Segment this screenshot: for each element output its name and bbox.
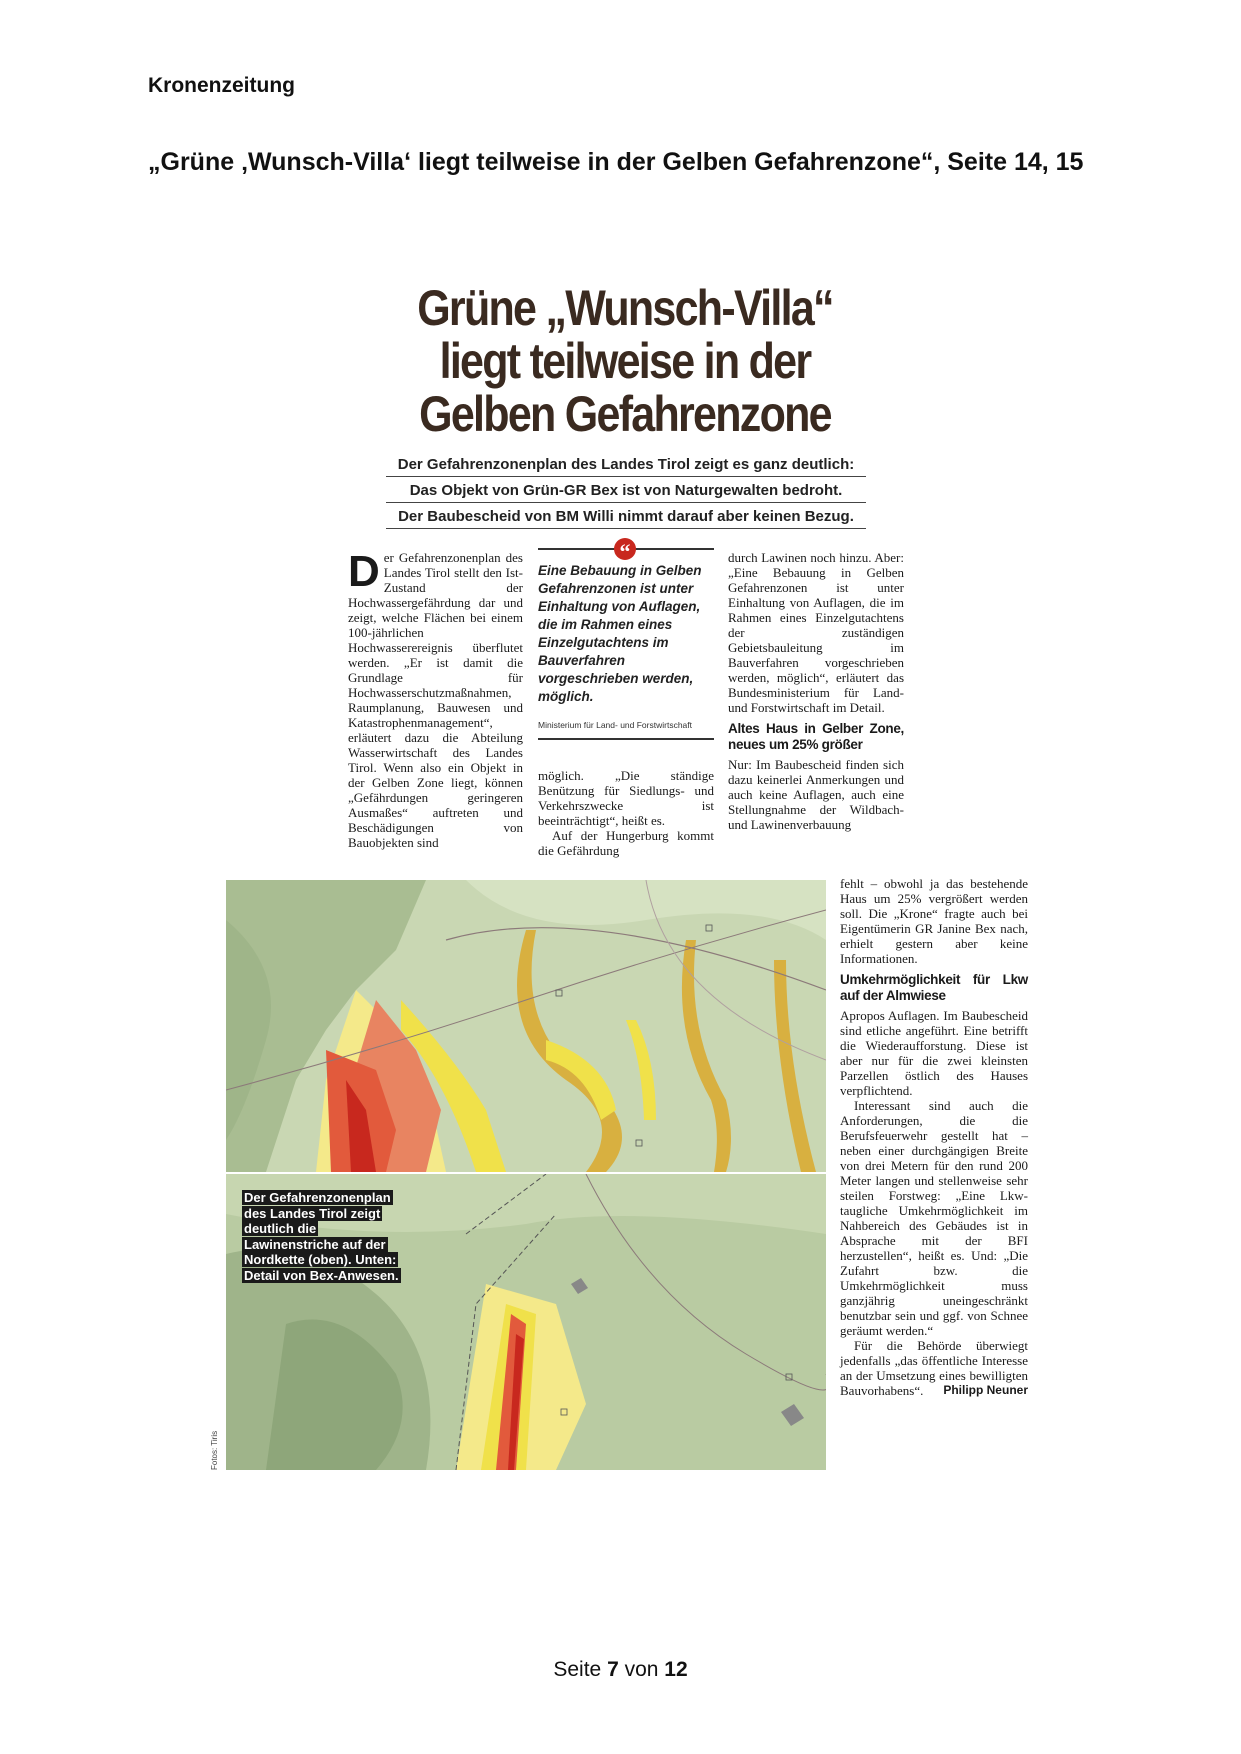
- article-column-4-text-2: Apropos Auflagen. Im Baubescheid sind etliche angeführt. Eine betrifft die Wiederaufforstung. Diese ist aber nur für die zwei kleinsten Parzellen östlich des Hauses verpflichtend.: [840, 1008, 1028, 1098]
- article-subhead-2: Umkehrmöglichkeit für Lkw auf der Almwiese: [840, 972, 1028, 1003]
- pull-quote-source: Ministerium für Land- und Forstwirtschaft: [538, 720, 692, 730]
- byline: Philipp Neuner: [943, 1383, 1028, 1397]
- article-column-2: [538, 768, 714, 858]
- article-column-4-text-1: fehlt – obwohl ja das bestehende Haus um 25% vergrößert werden soll. Die „Krone“ fragte auch bei Eigentümerin GR Janine Bex nach, erhielt gestern aber keine Informationen.: [840, 876, 1028, 966]
- article-subhead-1: Altes Haus in Gelber Zone, neues um 25% größer: [728, 721, 904, 752]
- article-column-3-text-1: durch Lawinen noch hinzu. Aber: „Eine Bebauung in Gelben Gefahrenzonen ist unter Einhaltung von Auflagen, die im Rahmen eines Einzelgutachtens der zuständigen Gebietsbauleitung im Bauverfahren vorgeschrieben werden, möglich“, erläutert das Bundesministerium für Land- und Forstwirtschaft im Detail.: [728, 550, 904, 715]
- article-column-3: [728, 550, 904, 832]
- pull-quote-text: Eine Bebauung in Gelben Gefahrenzonen ist unter Einhaltung von Auflagen, die im Rahmen eines Einzelgutachtens im Bauverfahren vorgeschrieben werden, möglich.: [538, 563, 702, 704]
- quote-icon: “: [614, 538, 636, 560]
- source-name: Kronenzeitung: [148, 74, 295, 97]
- article-column-3-text-2: Nur: Im Baubescheid finden sich dazu keinerlei Anmerkungen und auch keine Auflagen, auch eine Stellungnahme der Wildbach- und Lawinenverbauung: [728, 757, 904, 832]
- page-number: Seite 7 von 12: [553, 1658, 688, 1681]
- article-column-1-text: er Gefahrenzonenplan des Landes Tirol stellt den Ist-Zustand der Hochwassergefährdung dar und zeigt, welche Flächen bei einem 100-jährlichen Hochwasserereignis überflutet werden. „Er ist damit die Grundlage für Hochwasserschutzmaßnahmen, Raumplanung, Bauwesen und Katastrophenmanagement“, erläutert dazu die Abteilung Wasserwirtschaft des Landes Tirol. Wenn also ein Objekt in der Gelben Zone liegt, können „Gefährdungen geringeren Ausmaßes“ auftreten und Beschädigungen von Bauobjekten sind: [348, 550, 523, 850]
- article-dropcap: D: [348, 547, 380, 596]
- hazard-map-top: [226, 880, 826, 1172]
- article-column-4-text-3: Interessant sind auch die Anforderungen, die die Berufsfeuerwehr gestellt hat – neben einer durchgängigen Breite von drei Metern für den rund 200 Meter langen und stellenweise sehr steilen Forstweg: „Eine Lkw-taugliche Umkehrmöglichkeit im Nahbereich des Gebäudes ist in Absprache mit der BFI herzustellen“, heißt es. Und: „Die Zufahrt bzw. die Umkehrmöglichkeit muss ganzjährig uneingeschränkt benutzbar sein und ggf. von Schnee geräumt werden.“: [840, 1098, 1028, 1338]
- article-headline: Grüne „Wunsch-Villa“ liegt teilweise in der Gelben Gefahrenzone: [417, 280, 833, 442]
- map-caption: Der Gefahrenzonenplan des Landes Tirol zeigt deutlich die Lawinenstriche auf der Nordkette (oben). Unten: Detail von Bex-Anwesen.: [244, 1190, 399, 1283]
- article-deck-line-1: Der Gefahrenzonenplan des Landes Tirol zeigt es ganz deutlich:: [386, 456, 866, 477]
- article-deck-line-3: Der Baubescheid von BM Willi nimmt darauf aber keinen Bezug.: [386, 508, 866, 529]
- article-column-4-text-4: Für die Behörde überwiegt jedenfalls „das öffentliche Interesse an der Umsetzung eines bewilligten Bauvorhabens“. Philipp Neuner: [840, 1338, 1028, 1398]
- document-title: „Grüne ‚Wunsch-Villa‘ liegt teilweise in der Gelben Gefahrenzone“, Seite 14, 15: [148, 148, 1084, 176]
- photo-credit: Fotos: Tiris: [210, 1430, 219, 1470]
- article-column-2-text-1: möglich. „Die ständige Benützung für Siedlungs- und Verkehrszwecke ist beeinträchtigt“, heißt es.: [538, 768, 714, 828]
- article-deck-line-2: Das Objekt von Grün-GR Bex ist von Naturgewalten bedroht.: [386, 482, 866, 503]
- article-column-1: [348, 547, 523, 850]
- article-column-4: [840, 876, 1028, 1398]
- article-column-2-text-2: Auf der Hungerburg kommt die Gefährdung: [538, 828, 714, 858]
- pull-quote: [538, 539, 714, 740]
